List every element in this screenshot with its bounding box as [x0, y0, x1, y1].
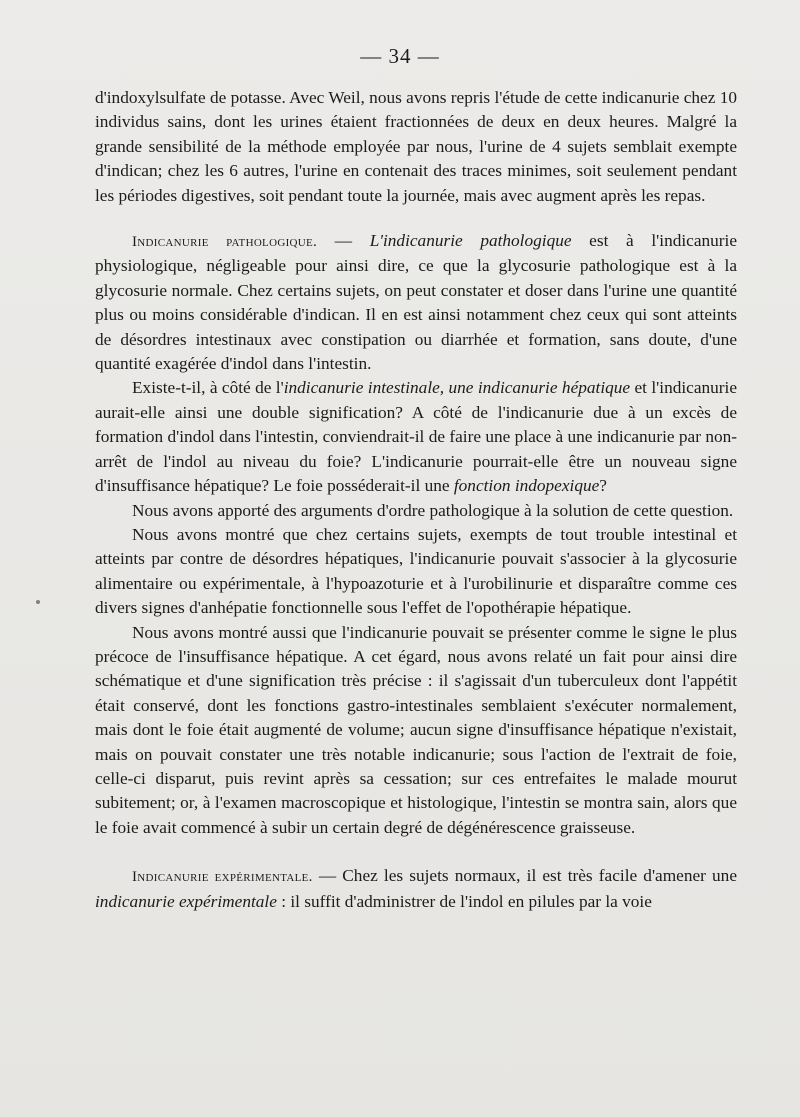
- section-gap: [95, 208, 737, 229]
- emphasis-text: L'indicanurie pathologique: [369, 231, 572, 251]
- page-number: — 34 —: [360, 44, 440, 68]
- paragraph-pathologic: Indicanurie pathologique. — L'indicanurie pathologique est à l'indicanurie physiologique, négligeable pour ainsi dire, ce que la glycosurie pathologique est à la glycosurie normale. Chez certains sujets, on peut constater et doser dans l'urine une quantité plus ou moins considérable d'indican. Il en est ainsi notamment chez ceux qui sont atteints de désordres intestinaux avec constipation ou diarrhée et formation, sans doute, d'une quantité exagérée d'indol dans l'intestin.: [95, 231, 738, 374]
- emphasis-text: fonction indopexique: [453, 476, 600, 496]
- emphasis-text: indicanurie expérimentale: [95, 891, 277, 911]
- paragraph-case-report: Nous avons montré aussi que l'indicanurie pouvait se présenter comme le signe le plus précoce de l'insuffisance hépatique. A cet égard, nous avons relaté un fait pour ainsi dire schématique et d'une signification très précise : il s'agissait d'un tuberculeux dont l'appétit était conservé, dont les fonctions gastro-intestinales semblaient s'exécuter normalement, mais dont le foie était augmenté de volume; aucun signe d'insuffisance hépatique n'existait, mais on pouvait constater une très notable indicanurie; sous l'action de l'extrait de foie, celle-ci disparut, puis revint après sa cessation; sur ces entrefaites le malade mourut subitement; or, à l'examen macroscopique et histologique, l'intestin se montra sain, alors que le foie avait commencé à subir un certain degré de dégénérescence graisseuse.: [95, 622, 737, 837]
- body-text: [95, 86, 737, 914]
- paragraph-experimental: Indicanurie expérimentale. — Chez les sujets normaux, il est très facile d'amener une indicanurie expérimentale : il suffit d'administrer de l'indol en pilules par la voie: [95, 866, 737, 911]
- paragraph-continuation: d'indoxylsulfate de potasse. Avec Weil, nous avons repris l'étude de cette indicanurie chez 10 individus sains, dont les urines étaient fractionnées de deux en deux heures. Malgré la grande sensibilité de la méthode employée par nous, l'urine de 4 sujets semblait exempte d'indican; chez les 6 autres, l'urine en contenait des traces minimes, soit seulement pendant les périodes digestives, soit pendant toute la journée, mais avec augment après les repas.: [95, 88, 737, 205]
- paragraph-arguments: Nous avons apporté des arguments d'ordre pathologique à la solution de cette question.: [132, 500, 734, 520]
- emphasis-text: indicanurie intestinale, une indicanurie hépatique: [283, 378, 631, 398]
- section-heading-pathologic: Indicanurie pathologique.: [132, 234, 318, 251]
- paragraph-question: Existe-t-il, à côté de l'indicanurie intestinale, une indicanurie hépatique et l'indicanurie aurait-elle ainsi une double signification? A côté de l'indicanurie due à un excès de formation d'indol dans l'intestin, conviendrait-il de faire une place à une indicanurie par non-arrêt de l'indol au niveau du foie? L'indicanurie pourrait-elle être un nouveau signe d'insuffisance hépatique? Le foie posséderait-il une fonction indopexique?: [95, 378, 737, 496]
- ink-spot: [36, 600, 40, 604]
- paragraph-associations: Nous avons montré que chez certains sujets, exempts de tout trouble intestinal et atteints par contre de désordres hépatiques, l'indicanurie pouvait s'associer à la glycosurie alimentaire ou expérimentale, à l'hypoazoturie et à l'urobilinurie et disparaître comme ces divers signes d'anhépatie fonctionnelle sous l'effet de l'opothérapie hépatique.: [95, 524, 737, 618]
- section-gap: [95, 840, 737, 864]
- section-heading-experimental: Indicanurie expérimentale.: [132, 869, 313, 886]
